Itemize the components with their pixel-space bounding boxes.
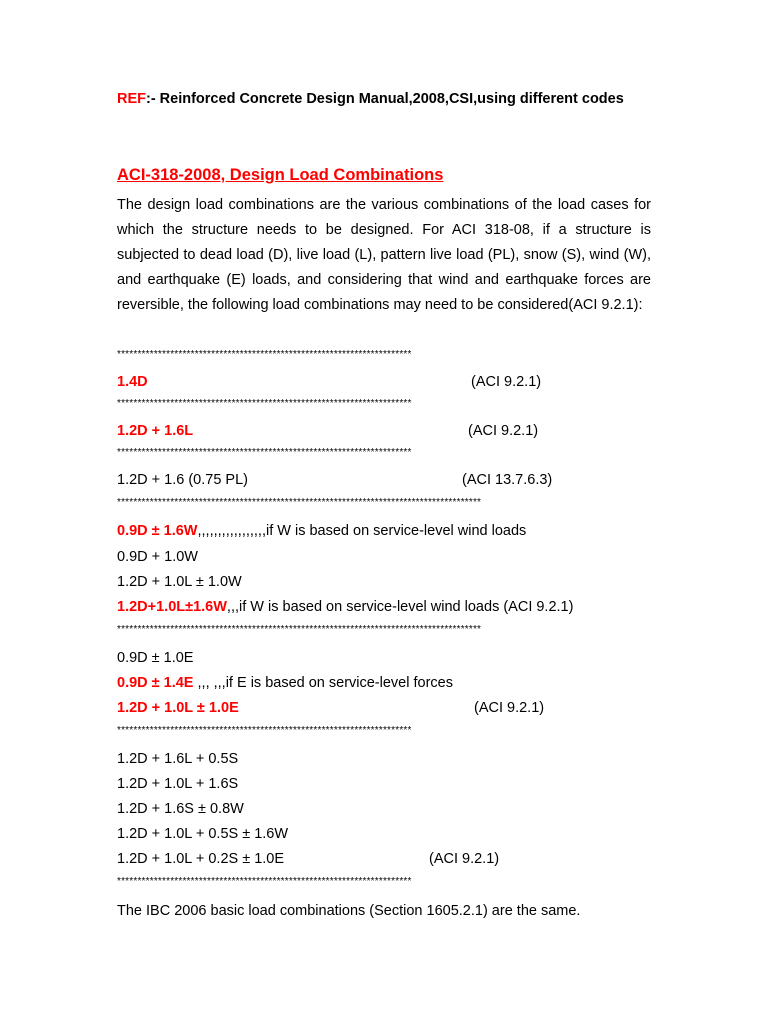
combo-formula: 1.2D + 1.0L + 0.2S ± 1.0E [117, 851, 285, 867]
separator: ************************************************************************ [117, 447, 412, 458]
combo-formula: 0.9D ± 1.6W [117, 523, 198, 539]
combo-formula: 0.9D + 1.0W [117, 549, 198, 565]
combo-reference: (ACI 9.2.1) [429, 851, 500, 867]
combo-reference: (ACI 9.2.1) [468, 423, 539, 439]
separator: ************************************************************************ [117, 876, 412, 887]
combo-formula: 0.9D ± 1.4E [117, 675, 194, 691]
combo-formula: 0.9D ± 1.0E [117, 650, 194, 666]
footer-note: The IBC 2006 basic load combinations (Section 1605.2.1) are the same. [117, 903, 581, 919]
combo-reference: (ACI 13.7.6.3) [462, 472, 553, 488]
separator: ***************************************************************************************** [117, 497, 482, 508]
combo-line [117, 522, 526, 540]
reference-line [117, 87, 652, 112]
combo-note: ,,, ,,,if E is based on service-level forces [193, 675, 453, 691]
section-heading: ACI-318-2008, Design Load Combinations [117, 166, 444, 184]
separator: ************************************************************************ [117, 349, 412, 360]
combo-formula: 1.2D + 1.6S ± 0.8W [117, 801, 244, 817]
combo-formula: 1.2D+1.0L±1.6W [117, 599, 227, 615]
separator: ************************************************************************ [117, 725, 412, 736]
intro-paragraph: The design load combinations are the various combinations of the load cases for which the structure needs to be designed. For ACI 318-08, if a structure is subjected to dead load (D), live load (L), pattern live load (PL), snow (S), wind (W), and earthquake (E) loads, and considering that wind and earthquake forces are reversible, the following load combinations may need to be considered(ACI 9.2.1): [117, 197, 651, 313]
separator: ***************************************************************************************** [117, 624, 482, 635]
combo-formula: 1.2D + 1.6 (0.75 PL) [117, 472, 248, 488]
reference-text: :- Reinforced Concrete Design Manual,2008,CSI,using different codes [146, 91, 624, 107]
separator: ************************************************************************ [117, 398, 412, 409]
combo-reference: (ACI 9.2.1) [474, 700, 545, 716]
combo-reference: (ACI 9.2.1) [471, 374, 542, 390]
combo-note: ,,,,,,,,,,,,,,,,,if W is based on service-level wind loads [197, 523, 527, 539]
combo-line [117, 674, 453, 692]
combo-formula: 1.2D + 1.6L [117, 423, 194, 439]
combo-formula: 1.2D + 1.6L + 0.5S [117, 751, 239, 767]
reference-label: REF [117, 91, 146, 107]
combo-formula: 1.4D [117, 374, 148, 390]
combo-formula: 1.2D + 1.0L ± 1.0W [117, 574, 242, 590]
combo-formula: 1.2D + 1.0L + 0.5S ± 1.6W [117, 826, 289, 842]
combo-formula: 1.2D + 1.0L ± 1.0E [117, 700, 239, 716]
combo-line [117, 598, 573, 616]
combo-note: ,,,if W is based on service-level wind loads (ACI 9.2.1) [226, 599, 574, 615]
combo-formula: 1.2D + 1.0L + 1.6S [117, 776, 239, 792]
